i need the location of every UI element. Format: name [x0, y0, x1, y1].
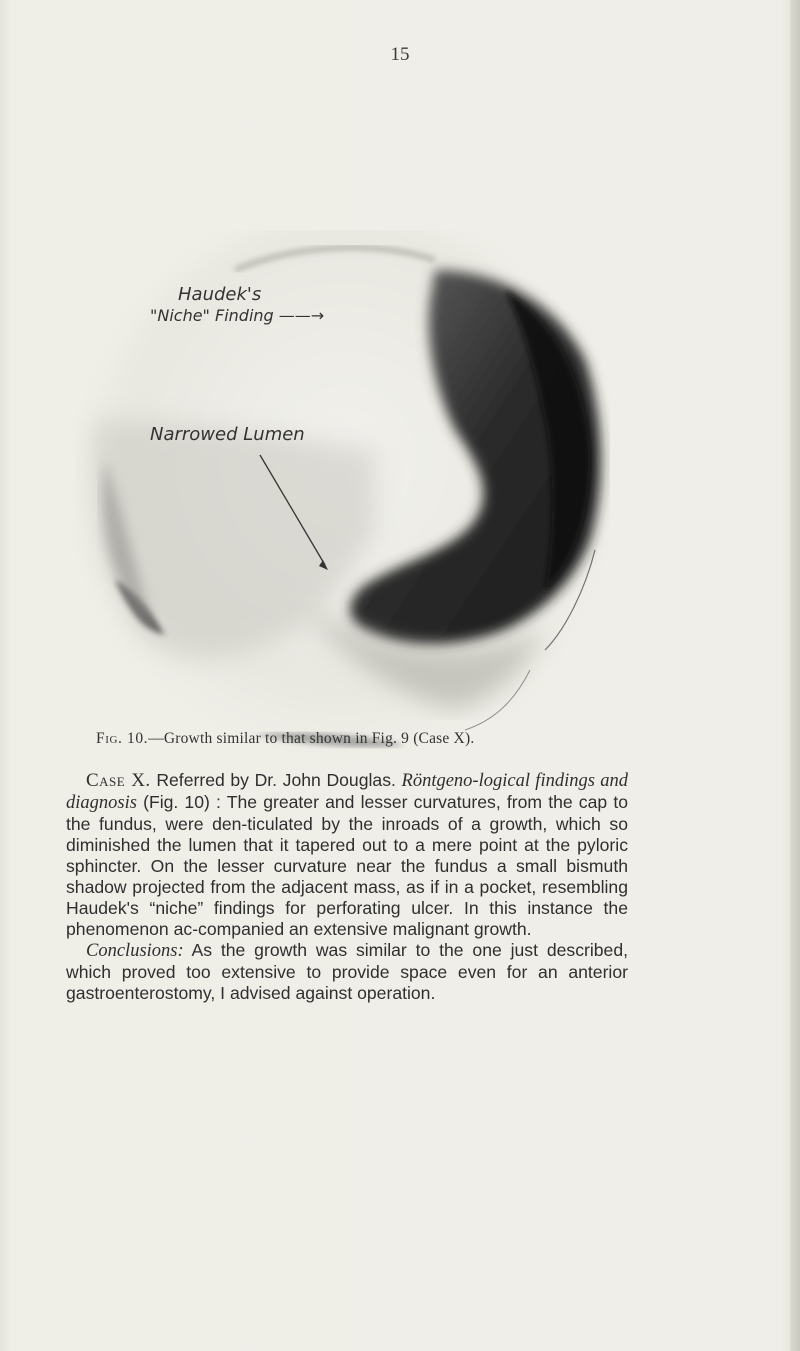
- paragraph-conclusions-body: As the growth was similar to the one just described, which proved too extensive to provide space even for an anterior gastroenterostomy, I advised against operation.: [66, 940, 629, 1003]
- annotation-finding: Finding: [215, 306, 274, 325]
- annotation-niche-finding: [150, 306, 324, 325]
- findings-heading: Röntgeno-logical findings and diagnosis: [66, 771, 629, 813]
- case-label: Case X.: [86, 770, 151, 791]
- body-text: [66, 770, 628, 1004]
- annotation-arrow: ——→: [278, 306, 325, 325]
- paragraph-case: [66, 770, 628, 940]
- paragraph-case-intro: Referred by Dr. John Douglas.: [156, 770, 396, 790]
- paragraph-case-body: (Fig. 10) : The greater and lesser curvatures, from the cap to the fundus, were den-ticulated by the inroads of a growth, which so diminished the lumen that it tapered out to a mere point at the pyloric sphincter. On the lesser curvature near the fundus a small bismuth shadow projected from the adjacent mass, as if in a pocket, resembling Haudek's “niche” findings for perforating ulcer. In this instance the phenomenon ac-companied an extensive malignant growth.: [66, 792, 628, 939]
- conclusions-heading: Conclusions:: [86, 941, 184, 961]
- page-number: 15: [390, 44, 410, 65]
- annotation-haudeks: Haudek's: [178, 284, 262, 305]
- figure-caption-text: —Growth similar to that shown in Fig. 9 (Case X).: [148, 730, 475, 747]
- figure-caption-label: Fig. 10.: [96, 730, 149, 747]
- page-edge: [790, 0, 800, 1351]
- annotation-narrowed-lumen: Narrowed Lumen: [150, 424, 305, 445]
- figure-caption: [96, 730, 474, 748]
- annotation-niche: "Niche": [150, 306, 210, 325]
- paragraph-conclusions: [66, 940, 628, 1004]
